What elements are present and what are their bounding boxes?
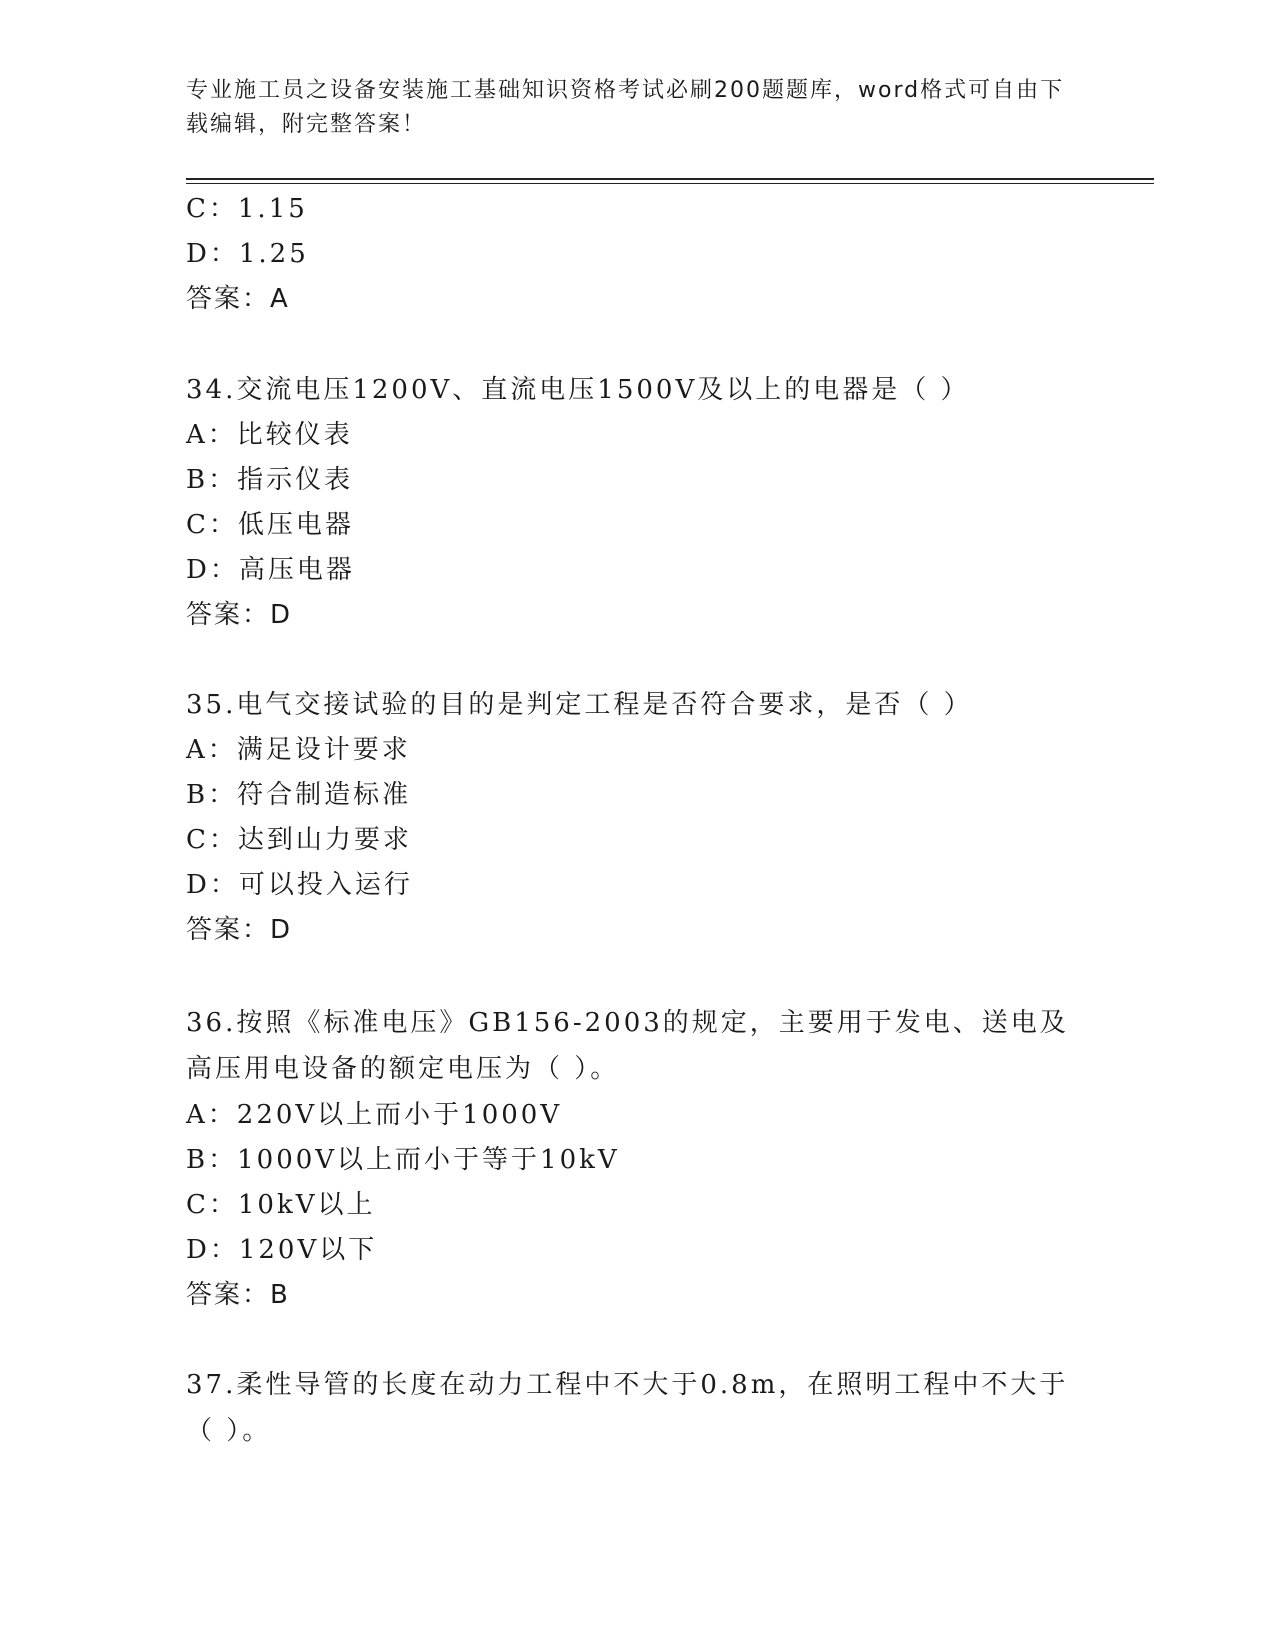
- option-c: C：达到山力要求: [186, 825, 412, 855]
- option-a: A：比较仪表: [186, 420, 353, 450]
- option-b: B：符合制造标准: [186, 780, 412, 810]
- option-d: D：1.25: [186, 239, 309, 269]
- answer: 答案：D: [186, 600, 293, 630]
- question-stem: 35.电气交接试验的目的是判定工程是否符合要求，是否（ ）: [186, 690, 973, 720]
- option-a: A：满足设计要求: [186, 735, 411, 765]
- answer: 答案：B: [186, 1280, 290, 1310]
- option-a: A：220V以上而小于1000V: [186, 1100, 563, 1130]
- option-d: D：可以投入运行: [186, 870, 413, 900]
- question-stem: 34.交流电压1200V、直流电压1500V及以上的电器是（ ）: [186, 375, 970, 405]
- question-stem: 37.柔性导管的长度在动力工程中不大于0.8m，在照明工程中不大于（ ）。: [186, 1370, 1069, 1446]
- option-c: C：1.15: [186, 194, 308, 224]
- header-rule: [186, 178, 1154, 180]
- option-d: D：120V以下: [186, 1235, 378, 1265]
- answer: 答案：A: [186, 284, 290, 314]
- option-c: C：10kV以上: [186, 1190, 376, 1220]
- option-c: C：低压电器: [186, 510, 354, 540]
- header-rule-thin: [186, 183, 1154, 184]
- option-d: D：高压电器: [186, 555, 355, 585]
- option-b: B：1000V以上而小于等于10kV: [186, 1145, 620, 1175]
- page-header: 专业施工员之设备安装施工基础知识资格考试必刷200题题库，word格式可自由下载编辑，附完整答案！: [186, 78, 1065, 137]
- question-stem: 36.按照《标准电压》GB156-2003的规定，主要用于发电、送电及高压用电设备的额定电压为（ ）。: [186, 1008, 1069, 1084]
- answer: 答案：D: [186, 915, 293, 945]
- option-b: B：指示仪表: [186, 465, 354, 495]
